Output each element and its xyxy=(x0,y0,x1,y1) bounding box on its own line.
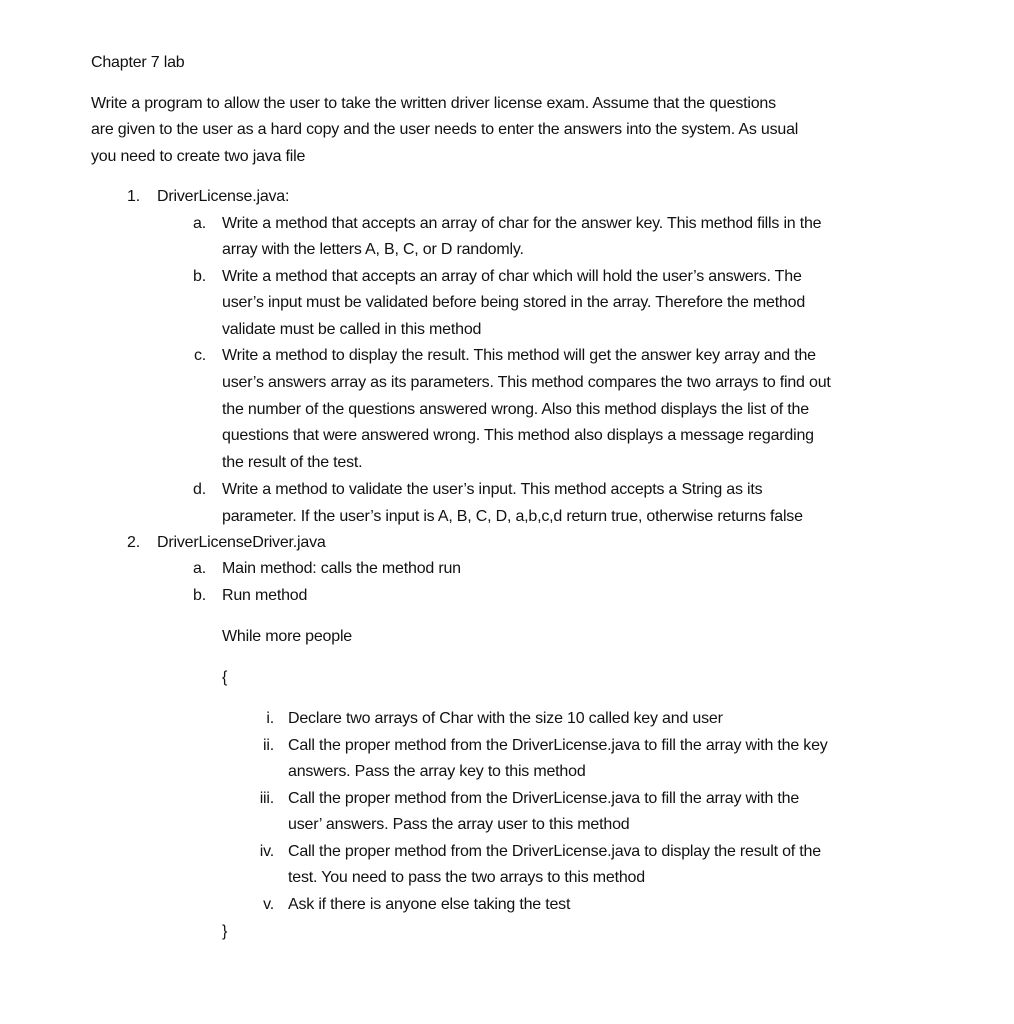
item-marker: c. xyxy=(193,347,206,364)
step-line: test. You need to pass the two arrays to this method xyxy=(288,869,645,886)
item-line: the number of the questions answered wrong. Also this method displays the list of the xyxy=(222,401,809,418)
document-title: Chapter 7 lab xyxy=(91,54,185,71)
item-line: parameter. If the user’s input is A, B, C, D, a,b,c,d return true, otherwise returns false xyxy=(222,508,803,525)
intro-line: Write a program to allow the user to take the written driver license exam. Assume that the questions xyxy=(91,95,776,112)
item-line: Write a method to validate the user’s input. This method accepts a String as its xyxy=(222,481,763,498)
item-line: Run method xyxy=(222,587,308,604)
item-marker: a. xyxy=(193,215,206,232)
item-line: user’s input must be validated before being stored in the array. Therefore the method xyxy=(222,294,806,311)
item-line: Main method: calls the method run xyxy=(222,560,461,577)
item-line: questions that were answered wrong. This method also displays a message regarding xyxy=(222,427,814,444)
loop-header: While more people xyxy=(222,628,352,645)
item-line: Write a method that accepts an array of char for the answer key. This method fills in the xyxy=(222,215,822,232)
step-marker: iii. xyxy=(259,790,274,807)
item-marker: b. xyxy=(193,587,206,604)
section-marker: 2. xyxy=(127,534,140,551)
step-marker: v. xyxy=(263,896,274,913)
item-line: Write a method that accepts an array of char which will hold the user’s answers. The xyxy=(222,268,802,285)
step-line: Ask if there is anyone else taking the test xyxy=(288,896,571,913)
item-line: array with the letters A, B, C, or D randomly. xyxy=(222,241,524,258)
section-title: DriverLicense.java: xyxy=(157,188,290,205)
step-line: Declare two arrays of Char with the size 10 called key and user xyxy=(288,710,723,727)
item-marker: a. xyxy=(193,560,206,577)
item-marker: b. xyxy=(193,268,206,285)
step-marker: iv. xyxy=(259,843,274,860)
step-line: user’ answers. Pass the array user to this method xyxy=(288,816,630,833)
open-brace: { xyxy=(222,669,228,686)
section-marker: 1. xyxy=(127,188,140,205)
item-marker: d. xyxy=(193,481,206,498)
step-line: answers. Pass the array key to this method xyxy=(288,763,586,780)
item-line: the result of the test. xyxy=(222,454,363,471)
step-marker: ii. xyxy=(263,737,274,754)
intro-line: are given to the user as a hard copy and the user needs to enter the answers into the system. As usual xyxy=(91,121,799,138)
step-line: Call the proper method from the DriverLicense.java to fill the array with the xyxy=(288,790,800,807)
close-brace: } xyxy=(222,923,228,940)
item-line: user’s answers array as its parameters. This method compares the two arrays to find out xyxy=(222,374,831,391)
step-line: Call the proper method from the DriverLicense.java to display the result of the xyxy=(288,843,821,860)
item-line: validate must be called in this method xyxy=(222,321,482,338)
step-marker: i. xyxy=(266,710,274,727)
item-line: Write a method to display the result. This method will get the answer key array and the xyxy=(222,347,816,364)
intro-line: you need to create two java file xyxy=(91,148,306,165)
step-line: Call the proper method from the DriverLicense.java to fill the array with the key xyxy=(288,737,828,754)
section-title: DriverLicenseDriver.java xyxy=(157,534,326,551)
